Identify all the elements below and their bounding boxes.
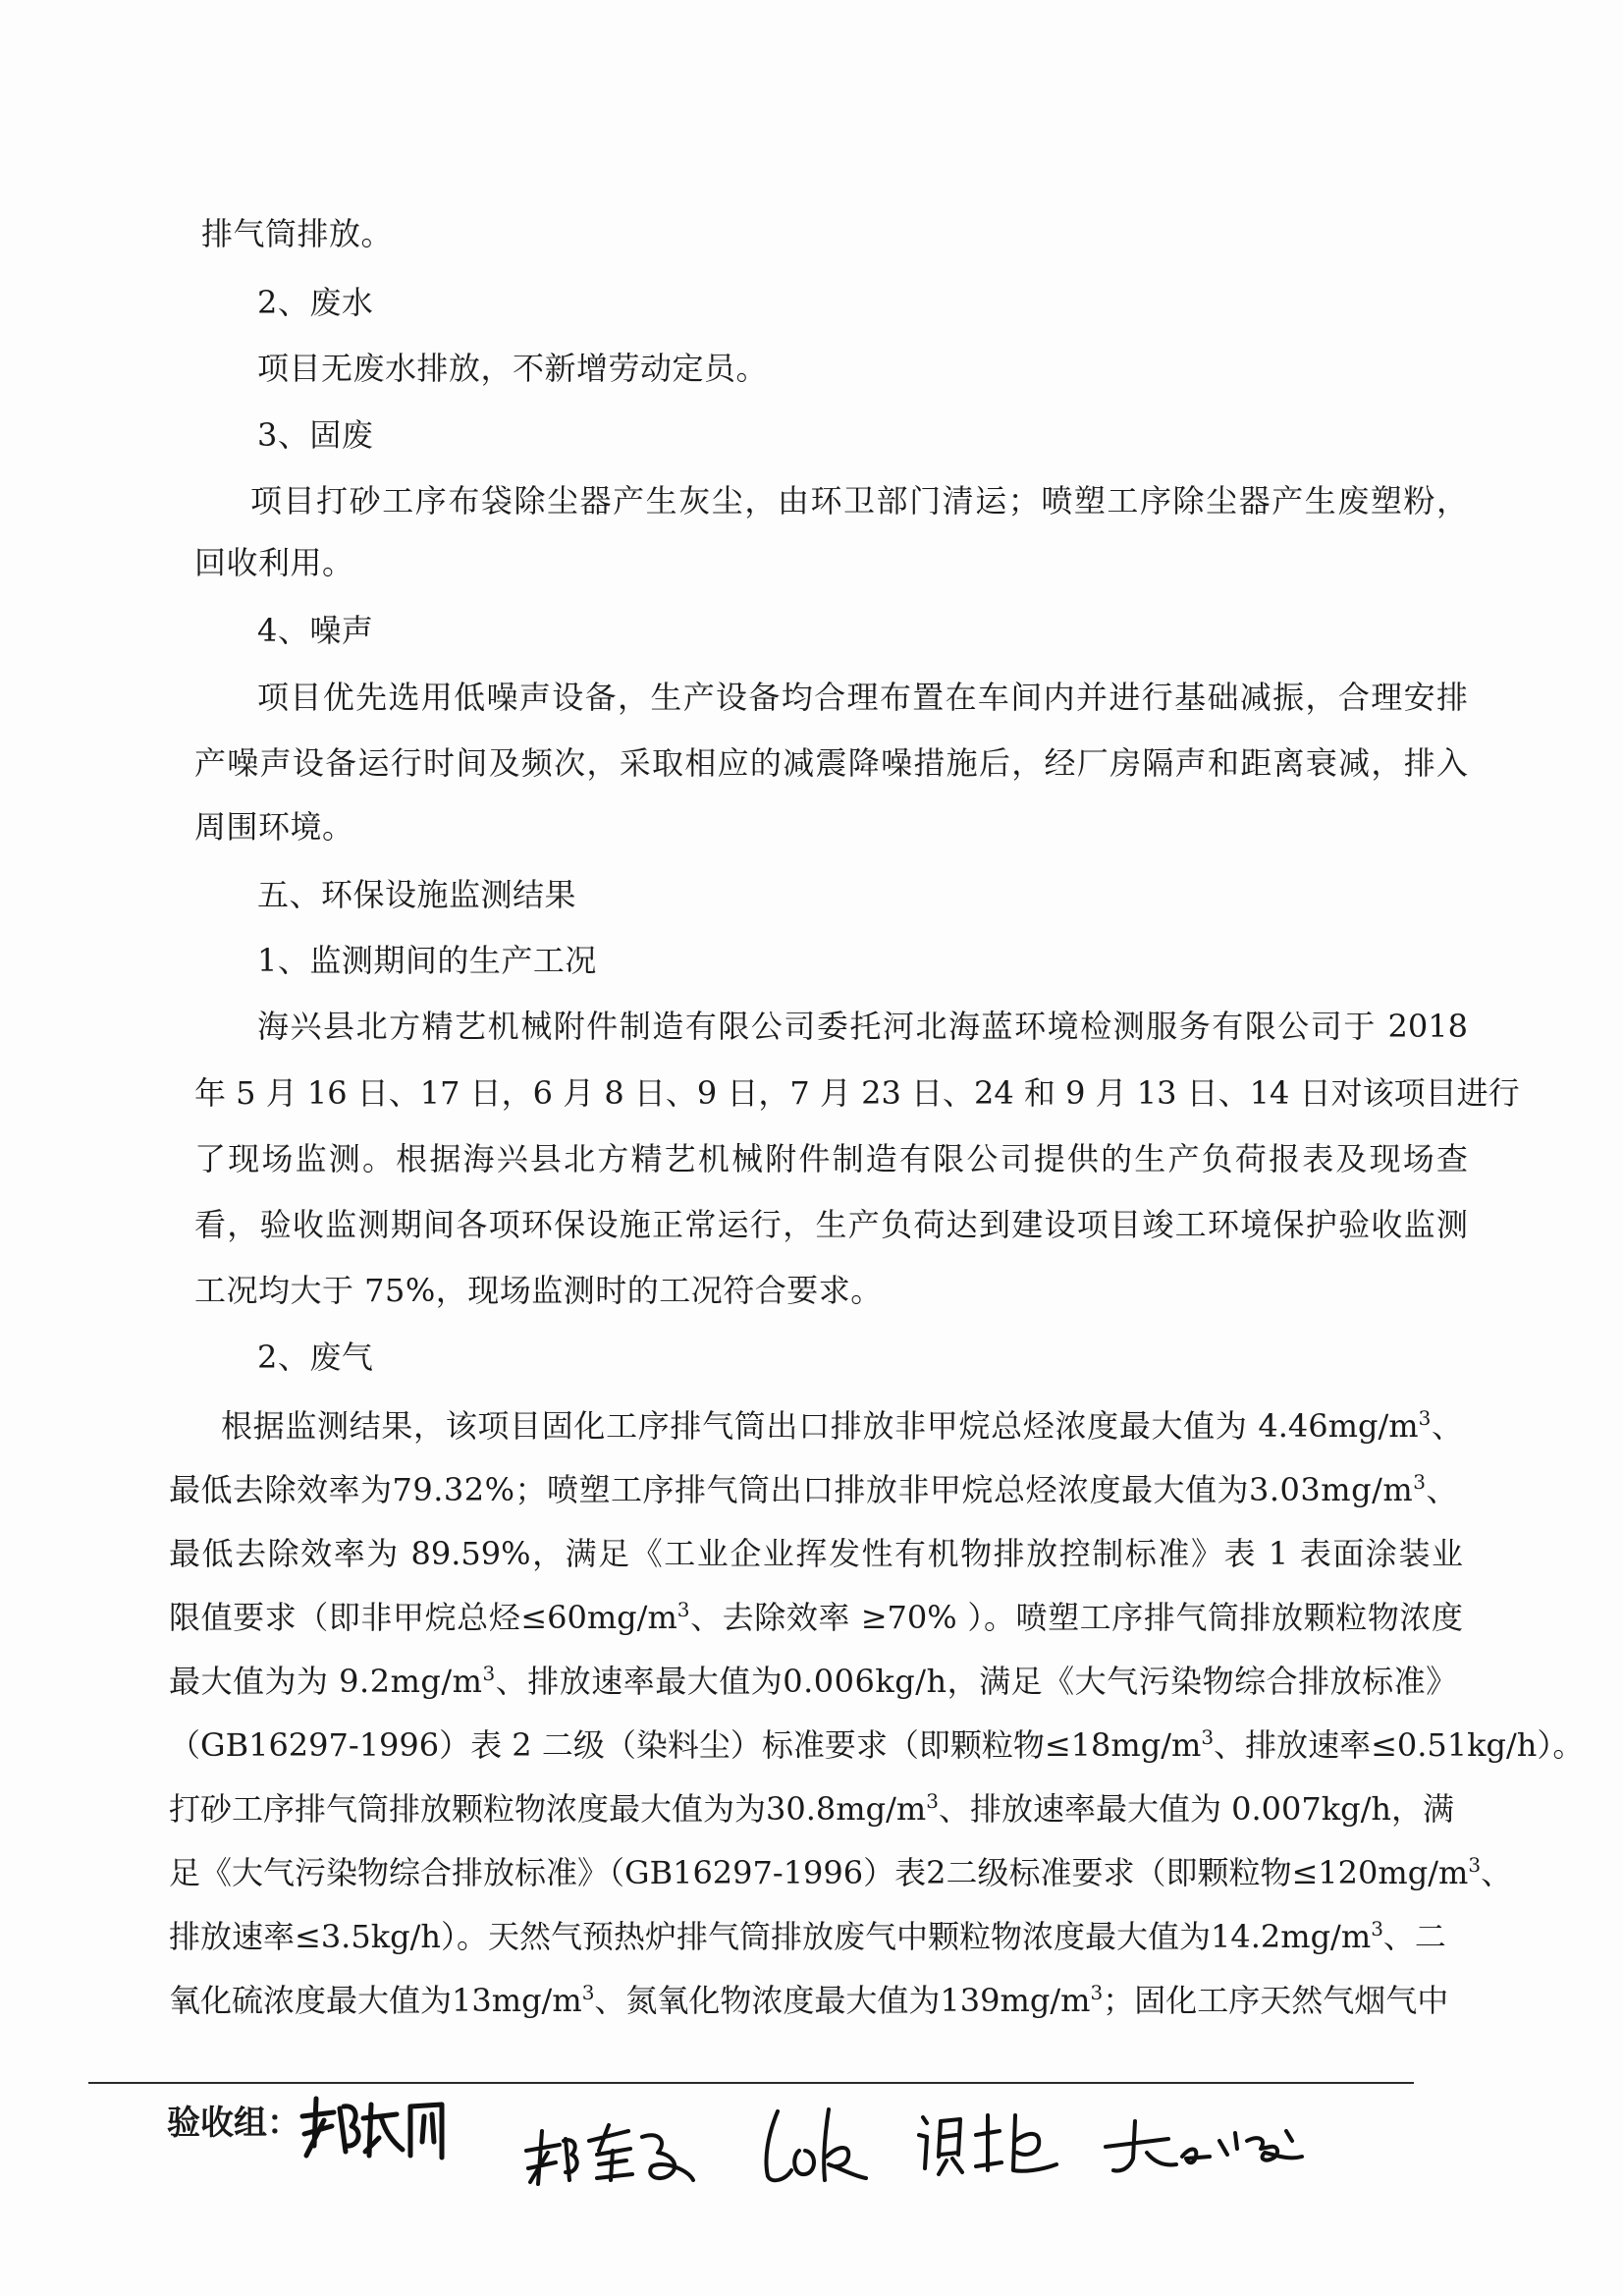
handwritten-signature-2	[520, 2111, 707, 2190]
text-line: 最低去除效率为 89.59%，满足《工业企业挥发性有机物排放控制标准》表 1 表面涂装业	[169, 1535, 1463, 1572]
text-line: 根据监测结果，该项目固化工序排气筒出口排放非甲烷总烃浓度最大值为 $4.46mg/m^3$、	[221, 1406, 1463, 1445]
signature-label: 验收组：	[167, 2104, 300, 2143]
section-heading: 2、废气	[257, 1339, 374, 1376]
section-heading: 4、噪声	[257, 612, 374, 649]
text-line: （GB16297-1996）表 2 二级（染料尘）标准要求（即颗粒物$\le 18mg/m^3$、排放速率≤0.51kg/h）。	[169, 1725, 1585, 1764]
handwritten-signature-4	[913, 2102, 1070, 2180]
text-line: 项目打砂工序布袋除尘器产生灰尘，由环卫部门清运；喷塑工序除尘器产生废塑粉，	[250, 482, 1468, 519]
section-heading: 1、监测期间的生产工况	[257, 942, 597, 979]
text-line: 项目优先选用低噪声设备，生产设备均合理布置在车间内并进行基础减振，合理安排	[257, 679, 1468, 716]
text-line: 年 5 月 16 日、17 日，6 月 8 日、9 日，7 月 23 日、24 和 9 月 13 日、14 日对该项目进行	[194, 1074, 1520, 1112]
text-line: 打砂工序排气筒排放颗粒物浓度最大值为为$30.8mg/m^3$、排放速率最大值为 0.007kg/h，满	[169, 1789, 1455, 1828]
section-heading: 2、废水	[257, 284, 374, 321]
handwritten-signature-1	[295, 2087, 461, 2165]
text-line: 最大值为为 $9.2mg/m^3$、排放速率最大值为0.006kg/h，满足《大气污染物综合排放标准》	[169, 1662, 1458, 1700]
handwritten-signature-3	[756, 2102, 884, 2190]
text-line: 了现场监测。根据海兴县北方精艺机械附件制造有限公司提供的生产负荷报表及现场查	[194, 1140, 1468, 1177]
section-heading: 3、固废	[257, 416, 374, 454]
text-line: 回收利用。	[194, 544, 354, 581]
section-heading: 五、环保设施监测结果	[257, 876, 577, 913]
text-line: 看，验收监测期间各项环保设施正常运行，生产负荷达到建设项目竣工环境保护验收监测	[194, 1206, 1468, 1243]
text-line: 工况均大于 75%，现场监测时的工况符合要求。	[194, 1272, 883, 1309]
text-line: 限值要求（即非甲烷总烃$\le 60mg/m^3$、去除效率 ≥70% ）。喷塑工序排气筒排放颗粒物浓度	[169, 1598, 1463, 1636]
handwritten-signature-5	[1100, 2111, 1316, 2180]
text-line: 项目无废水排放，不新增劳动定员。	[257, 350, 769, 387]
text-line: 最低去除效率为79.32%；喷塑工序排气筒出口排放非甲烷总烃浓度最大值为$3.03mg/m^3$、	[169, 1470, 1458, 1508]
text-line: 海兴县北方精艺机械附件制造有限公司委托河北海蓝环境检测服务有限公司于 2018	[257, 1008, 1468, 1045]
text-line: 产噪声设备运行时间及频次，采取相应的减震降噪措施后，经厂房隔声和距离衰减，排入	[194, 744, 1468, 782]
text-line: 氧化硫浓度最大值为$13mg/m^3$、氮氧化物浓度最大值为$139mg/m^3$；固化工序天然气烟气中	[169, 1981, 1449, 2019]
text-line: 足《大气污染物综合排放标准》（GB16297-1996）表2二级标准要求（即颗粒物$\le 120mg/m^3$、	[169, 1853, 1513, 1891]
text-line: 排放速率≤3.5kg/h）。天然气预热炉排气筒排放废气中颗粒物浓度最大值为$14.2mg/m^3$、二	[169, 1917, 1446, 1955]
text-line: 周围环境。	[194, 808, 354, 846]
text-line: 排气筒排放。	[201, 215, 394, 252]
signature-divider	[88, 2082, 1414, 2084]
